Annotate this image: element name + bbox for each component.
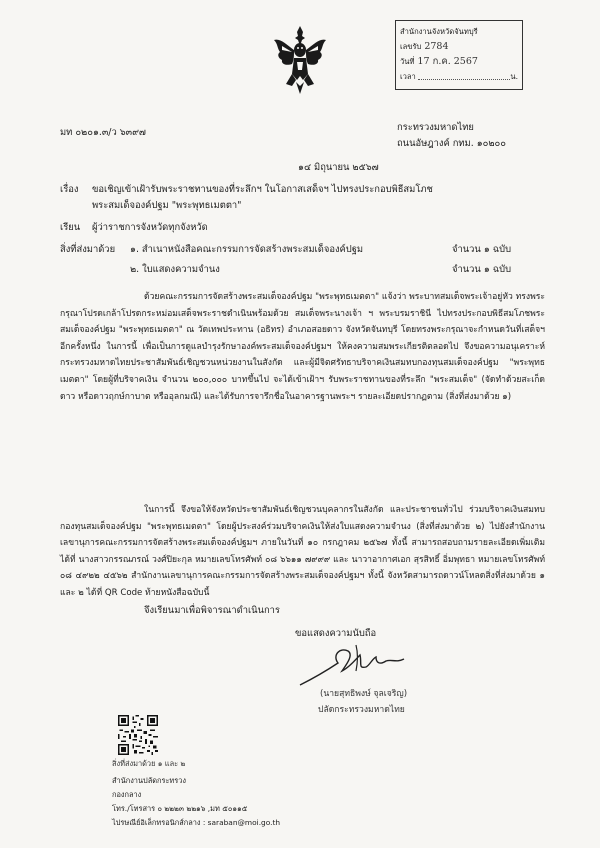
enclosure-item-2-qty: จำนวน ๑ ฉบับ	[452, 264, 512, 275]
receipt-stamp	[395, 20, 523, 90]
footer-email: ไปรษณีย์อิเล็กทรอนิกส์กลาง : saraban@moi.go.th	[112, 818, 281, 827]
stamp-number-value: 2784	[424, 41, 449, 52]
qr-code-icon	[118, 715, 158, 755]
stamp-office: สำนักงานจังหวัดจันทบุรี	[400, 27, 478, 36]
stamp-date-value: 17 ก.ค. 2567	[417, 56, 478, 67]
garuda-emblem-icon	[272, 24, 328, 96]
footer-phone: โทร./โทรสาร ๐ ๒๒๒๓ ๒๒๑๖ ,มท ๕๐๑๑๕	[112, 804, 248, 813]
handwritten-signature	[296, 641, 416, 689]
stamp-time-label: เวลา	[400, 72, 416, 81]
subject-label: เรื่อง	[60, 184, 79, 195]
signatory-title: ปลัดกระทรวงมหาดไทย	[318, 705, 405, 715]
enclosure-item-1-qty: จำนวน ๑ ฉบับ	[452, 244, 512, 255]
recipient-value: ผู้ว่าราชการจังหวัดทุกจังหวัด	[92, 222, 208, 233]
qr-caption: สิ่งที่ส่งมาด้วย ๑ และ ๒	[112, 759, 186, 768]
signatory-name: (นายสุทธิพงษ์ จุลเจริญ)	[320, 689, 408, 699]
body-paragraph-2-text: ในการนี้ จึงขอให้จังหวัดประชาสัมพันธ์เชิญชวนบุคลากรในสังกัด และประชาชนทั่วไป ร่วมบริจาคเงินสมทบกองทุนสมเด็จองค์ปฐม "พระพุทธเมตตา" โดยผู้ประสงค์ร่วมบริจาคเงินให้ส่งใบแสดงความจำนง (สิ่งที่ส่งมาด้วย ๒) ไปยังสำนักงานเลขานุการคณะกรรมการจัดสร้างพระสมเด็จองค์ปฐมฯ ภายในวันที่ ๑๐ กรกฎาคม ๒๕๖๗ ทั้งนี้ สามารถสอบถามรายละเอียดเพิ่มเติมได้ที่ นางสาวกรรณภรณ์ วงศ์ปิยะกุล หมายเลขโทรศัพท์ ๐๘ ๖๖๑๑ ๗๙๙๙ และ นาวาอากาศเอก สุรสิทธิ์ อิ่มพุทธา หมายเลขโทรศัพท์ ๐๘ ๔๙๒๒ ๔๕๖๒ สำนักงานเลขานุการคณะกรรมการจัดสร้างพระสมเด็จองค์ปฐมฯ ทั้งนี้ จังหวัดสามารถดาวน์โหลดสิ่งที่ส่งมาด้วย ๑ และ ๒ ได้ที่ QR Code ท้ายหนังสือฉบับนี้	[60, 505, 545, 598]
footer-division: กองกลาง	[112, 790, 142, 799]
subject-line-2: พระสมเด็จองค์ปฐม "พระพุทธเมตตา"	[92, 200, 242, 211]
enclosure-item-1: ๑. สำเนาหนังสือคณะกรรมการจัดสร้างพระสมเด็จองค์ปฐม	[130, 244, 364, 255]
stamp-time-suffix: น.	[510, 72, 518, 81]
body-paragraph-1-text: ด้วยคณะกรรมการจัดสร้างพระสมเด็จองค์ปฐม "พระพุทธเมตตา" แจ้งว่า พระบาทสมเด็จพระเจ้าอยู่หัว ทรงพระกรุณาโปรดเกล้าโปรดกระหม่อมเสด็จพระราชดำเนินพร้อมด้วย สมเด็จพระนางเจ้า ฯ พระบรมราชินี ไปทรงประกอบพิธีสมโภชพระสมเด็จองค์ปฐม "พระพุทธเมตตา" ณ วัดเทพประทาน (อธิทร) อำเภอสอยดาว จังหวัดจันทบุรี โดยทรงพระกรุณาจะกำหนดวันที่เสด็จฯ อีกครั้งหนึ่ง ในการนี้ เพื่อเป็นการดูแลบำรุงรักษาองค์พระสมเด็จองค์ปฐมฯ ให้คงความสมพระเกียรติตลอดไป จึงขอความอนุเคราะห์กระทรวงมหาดไทยประชาสัมพันธ์เชิญชวนหน่วยงานในสังกัด และผู้มีจิตศรัทธาบริจาคเงินสมทบกองทุนสมเด็จองค์ปฐม "พระพุทธเมตตา" โดยผู้ที่บริจาคเงิน จำนวน ๒๐๐,๐๐๐ บาทขึ้นไป จะได้เข้าเฝ้าฯ รับพระราชทานของที่ระลึก "พระสมเด็จ" (จัดทำด้วยสะเก็ดดาว หรือดาวฤกษ์กาบาต หรืออุลกมณี) และได้รับการจารึกชื่อในอาคารฐานพระฯ รายละเอียดปรากฏตาม (สิ่งที่ส่งมาด้วย ๑)	[60, 292, 545, 402]
closing-line: จึงเรียนมาเพื่อพิจารณาดำเนินการ	[144, 605, 280, 616]
stamp-number-label: เลขรับ	[400, 42, 422, 51]
stamp-date-label: วันที่	[400, 57, 415, 66]
enclosure-item-2: ๒. ใบแสดงความจำนง	[130, 264, 220, 275]
recipient-label: เรียน	[60, 222, 81, 233]
letter-date: ๑๔ มิถุนายน ๒๕๖๗	[298, 162, 379, 173]
footer-office: สำนักงานปลัดกระทรวง	[112, 776, 187, 785]
body-paragraph-1	[60, 289, 545, 405]
body-paragraph-2	[60, 502, 545, 602]
closing-regards: ขอแสดงความนับถือ	[295, 628, 377, 639]
subject-line-1: ขอเชิญเข้าเฝ้ารับพระราชทานของที่ระลึกฯ ในโอกาสเสด็จฯ ไปทรงประกอบพิธีสมโภช	[92, 184, 433, 195]
ministry-address: ถนนอัษฎางค์ กทม. ๑๐๒๐๐	[397, 138, 506, 149]
enclosures-label: สิ่งที่ส่งมาด้วย	[60, 244, 116, 255]
ministry-name: กระทรวงมหาดไทย	[397, 122, 474, 133]
reference-number: มท ๐๒๐๑.๓/ว ๖๓๙๗	[60, 127, 146, 138]
